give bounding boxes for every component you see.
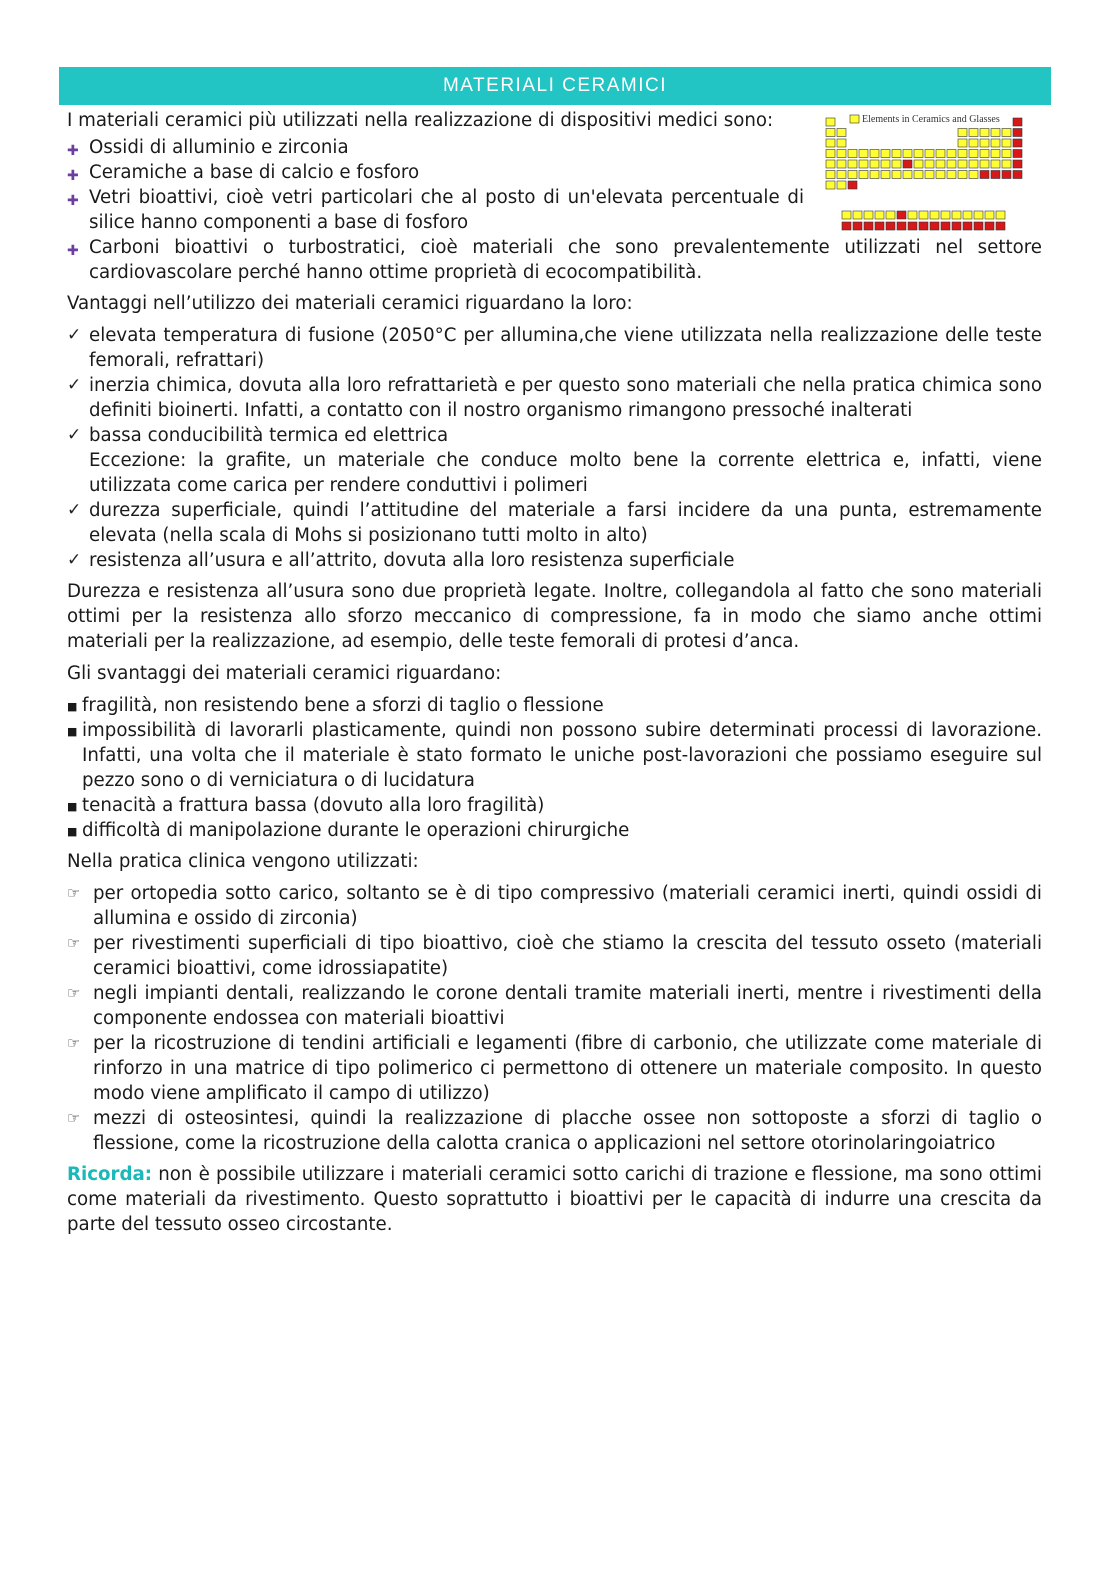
list-item: ✓ elevata temperatura di fusione (2050°C per allumina,che viene utilizzata nella realizzazione delle teste femorali, refrattari) — [67, 325, 1042, 371]
intro-paragraph: I materiali ceramici più utilizzati nella realizzazione di dispositivi medici sono: — [67, 110, 774, 131]
arrow-bullet-icon: ✚ — [67, 143, 79, 159]
list-item: ✚ Vetri bioattivi, cioè vetri particolari che al posto di un'elevata percentuale di silice hanno componenti a base di fosforo — [67, 187, 804, 233]
check-icon: ✓ — [67, 325, 82, 345]
list-item: ☞ per rivestimenti superficiali di tipo bioattivo, cioè che stiamo la crescita del tessuto osseto (materiali ceramici bioattivi, come idrossiapatite) — [67, 933, 1042, 979]
square-bullet-icon: ■ — [67, 800, 78, 813]
materials-list — [67, 135, 1042, 285]
square-bullet-icon: ■ — [67, 700, 78, 713]
advantages-intro: Vantaggi nell’utilizzo dei materiali ceramici riguardano la loro: — [67, 293, 633, 314]
arrow-bullet-icon: ✚ — [67, 243, 79, 259]
disadvantages-list — [67, 693, 1042, 843]
check-icon: ✓ — [67, 425, 82, 445]
list-item: ✚ Carboni bioattivi o turbostratici, cioè materiali che sono prevalentemente utilizzati nel settore cardiovascolare perché hanno ottime proprietà di ecocompatibilità. — [67, 237, 1042, 283]
ricorda-label: Ricorda: — [67, 1164, 153, 1185]
list-item: ✚ Ossidi di alluminio e zirconia — [67, 135, 1042, 160]
list-item: ■ fragilità, non resistendo bene a sforzi di taglio o flessione — [67, 693, 1042, 718]
clinical-list — [67, 881, 1042, 1156]
disadvantages-intro: Gli svantaggi dei materiali ceramici riguardano: — [67, 663, 502, 684]
pointing-hand-icon: ☞ — [67, 1034, 81, 1052]
list-item: ✓ resistenza all’usura e all’attrito, dovuta alla loro resistenza superficiale — [67, 550, 735, 571]
clinical-intro: Nella pratica clinica vengono utilizzati: — [67, 851, 419, 872]
advantages-list — [67, 323, 1042, 573]
check-icon: ✓ — [67, 375, 82, 395]
list-item: ✓ bassa conducibilità termica ed elettrica Eccezione: la grafite, un materiale che conduce molto bene la corrente elettrica e, infatti, viene utilizzata come carica per rendere conduttivi i polimeri — [67, 425, 1042, 496]
list-item: ☞ per ortopedia sotto carico, soltanto se è di tipo compressivo (materiali ceramici inerti, quindi ossidi di allumina e ossido di zirconia) — [67, 883, 1042, 929]
square-bullet-icon: ■ — [67, 825, 78, 838]
document-body — [67, 108, 1042, 1244]
list-item: ☞ per la ricostruzione di tendini artificiali e legamenti (fibre di carbonio, che utilizzate come materiale di rinforzo in una matrice di tipo polimerico ci permettono di ottenere un materiale composito. In questo modo viene amplificato il campo di utilizzo) — [67, 1033, 1042, 1104]
check-icon: ✓ — [67, 550, 82, 570]
arrow-bullet-icon: ✚ — [67, 193, 79, 209]
list-item: ✚ Ceramiche a base di calcio e fosforo — [67, 160, 1042, 185]
ricorda-text: non è possibile utilizzare i materiali ceramici sotto carichi di trazione e flessione, ma sono ottimi come materiali da rivestimento. Questo soprattutto i bioattivi per le capacità di indurre una crescita da parte del tessuto osseo circostante. — [67, 1164, 1042, 1235]
list-item: ■ difficoltà di manipolazione durante le operazioni chirurgiche — [67, 818, 1042, 843]
hardness-paragraph: Durezza e resistenza all’usura sono due proprietà legate. Inoltre, collegandola al fatto che sono materiali ottimi per la resistenza allo sforzo meccanico di compressione, fa in modo che siamo anche ottimi materiali per la realizzazione, ad esempio, delle teste femorali di protesi d’anca. — [67, 581, 1042, 652]
list-item: ✓ inerzia chimica, dovuta alla loro refrattarietà e per questo sono materiali che nella pratica chimica sono definiti bioinerti. Infatti, a contatto con il nostro organismo rimangono pressoché inalterati — [67, 375, 1042, 421]
ricorda-paragraph — [67, 1162, 1042, 1237]
arrow-bullet-icon: ✚ — [67, 168, 79, 184]
list-item: ■ tenacità a frattura bassa (dovuto alla loro fragilità) — [67, 793, 1042, 818]
list-item: ☞ negli impianti dentali, realizzando le corone dentali tramite materiali inerti, mentre i rivestimenti della componente endossea con materiali bioattivi — [67, 983, 1042, 1029]
pointing-hand-icon: ☞ — [67, 934, 81, 952]
figure-caption: Elements in Ceramics and Glasses — [862, 114, 1000, 125]
list-item: ✓ durezza superficiale, quindi l’attitudine del materiale a farsi incidere da una punta, estremamente elevata (nella scala di Mohs si posizionano tutti molto in alto) — [67, 500, 1042, 546]
section-title: MATERIALI CERAMICI — [59, 67, 1051, 105]
square-bullet-icon: ■ — [67, 725, 78, 738]
check-icon: ✓ — [67, 500, 82, 520]
pointing-hand-icon: ☞ — [67, 884, 81, 902]
pointing-hand-icon: ☞ — [67, 984, 81, 1002]
list-item: ■ impossibilità di lavorarli plasticamente, quindi non possono subire determinati processi di lavorazione. Infatti, una volta che il materiale è stato formato le uniche post-lavorazioni che possiamo eseguire sul pezzo sono o di verniciatura o di lucidatura — [67, 720, 1042, 791]
exception-note: Eccezione: la grafite, un materiale che conduce molto bene la corrente elettrica e, infatti, viene utilizzata come carica per rendere conduttivi i polimeri — [89, 450, 1042, 496]
pointing-hand-icon: ☞ — [67, 1109, 81, 1127]
list-item: ☞ mezzi di osteosintesi, quindi la realizzazione di placche ossee non sottoposte a sforzi di taglio o flessione, come la ricostruzione della calotta cranica o applicazioni nel settore otorinolaringoiatrico — [67, 1108, 1042, 1154]
